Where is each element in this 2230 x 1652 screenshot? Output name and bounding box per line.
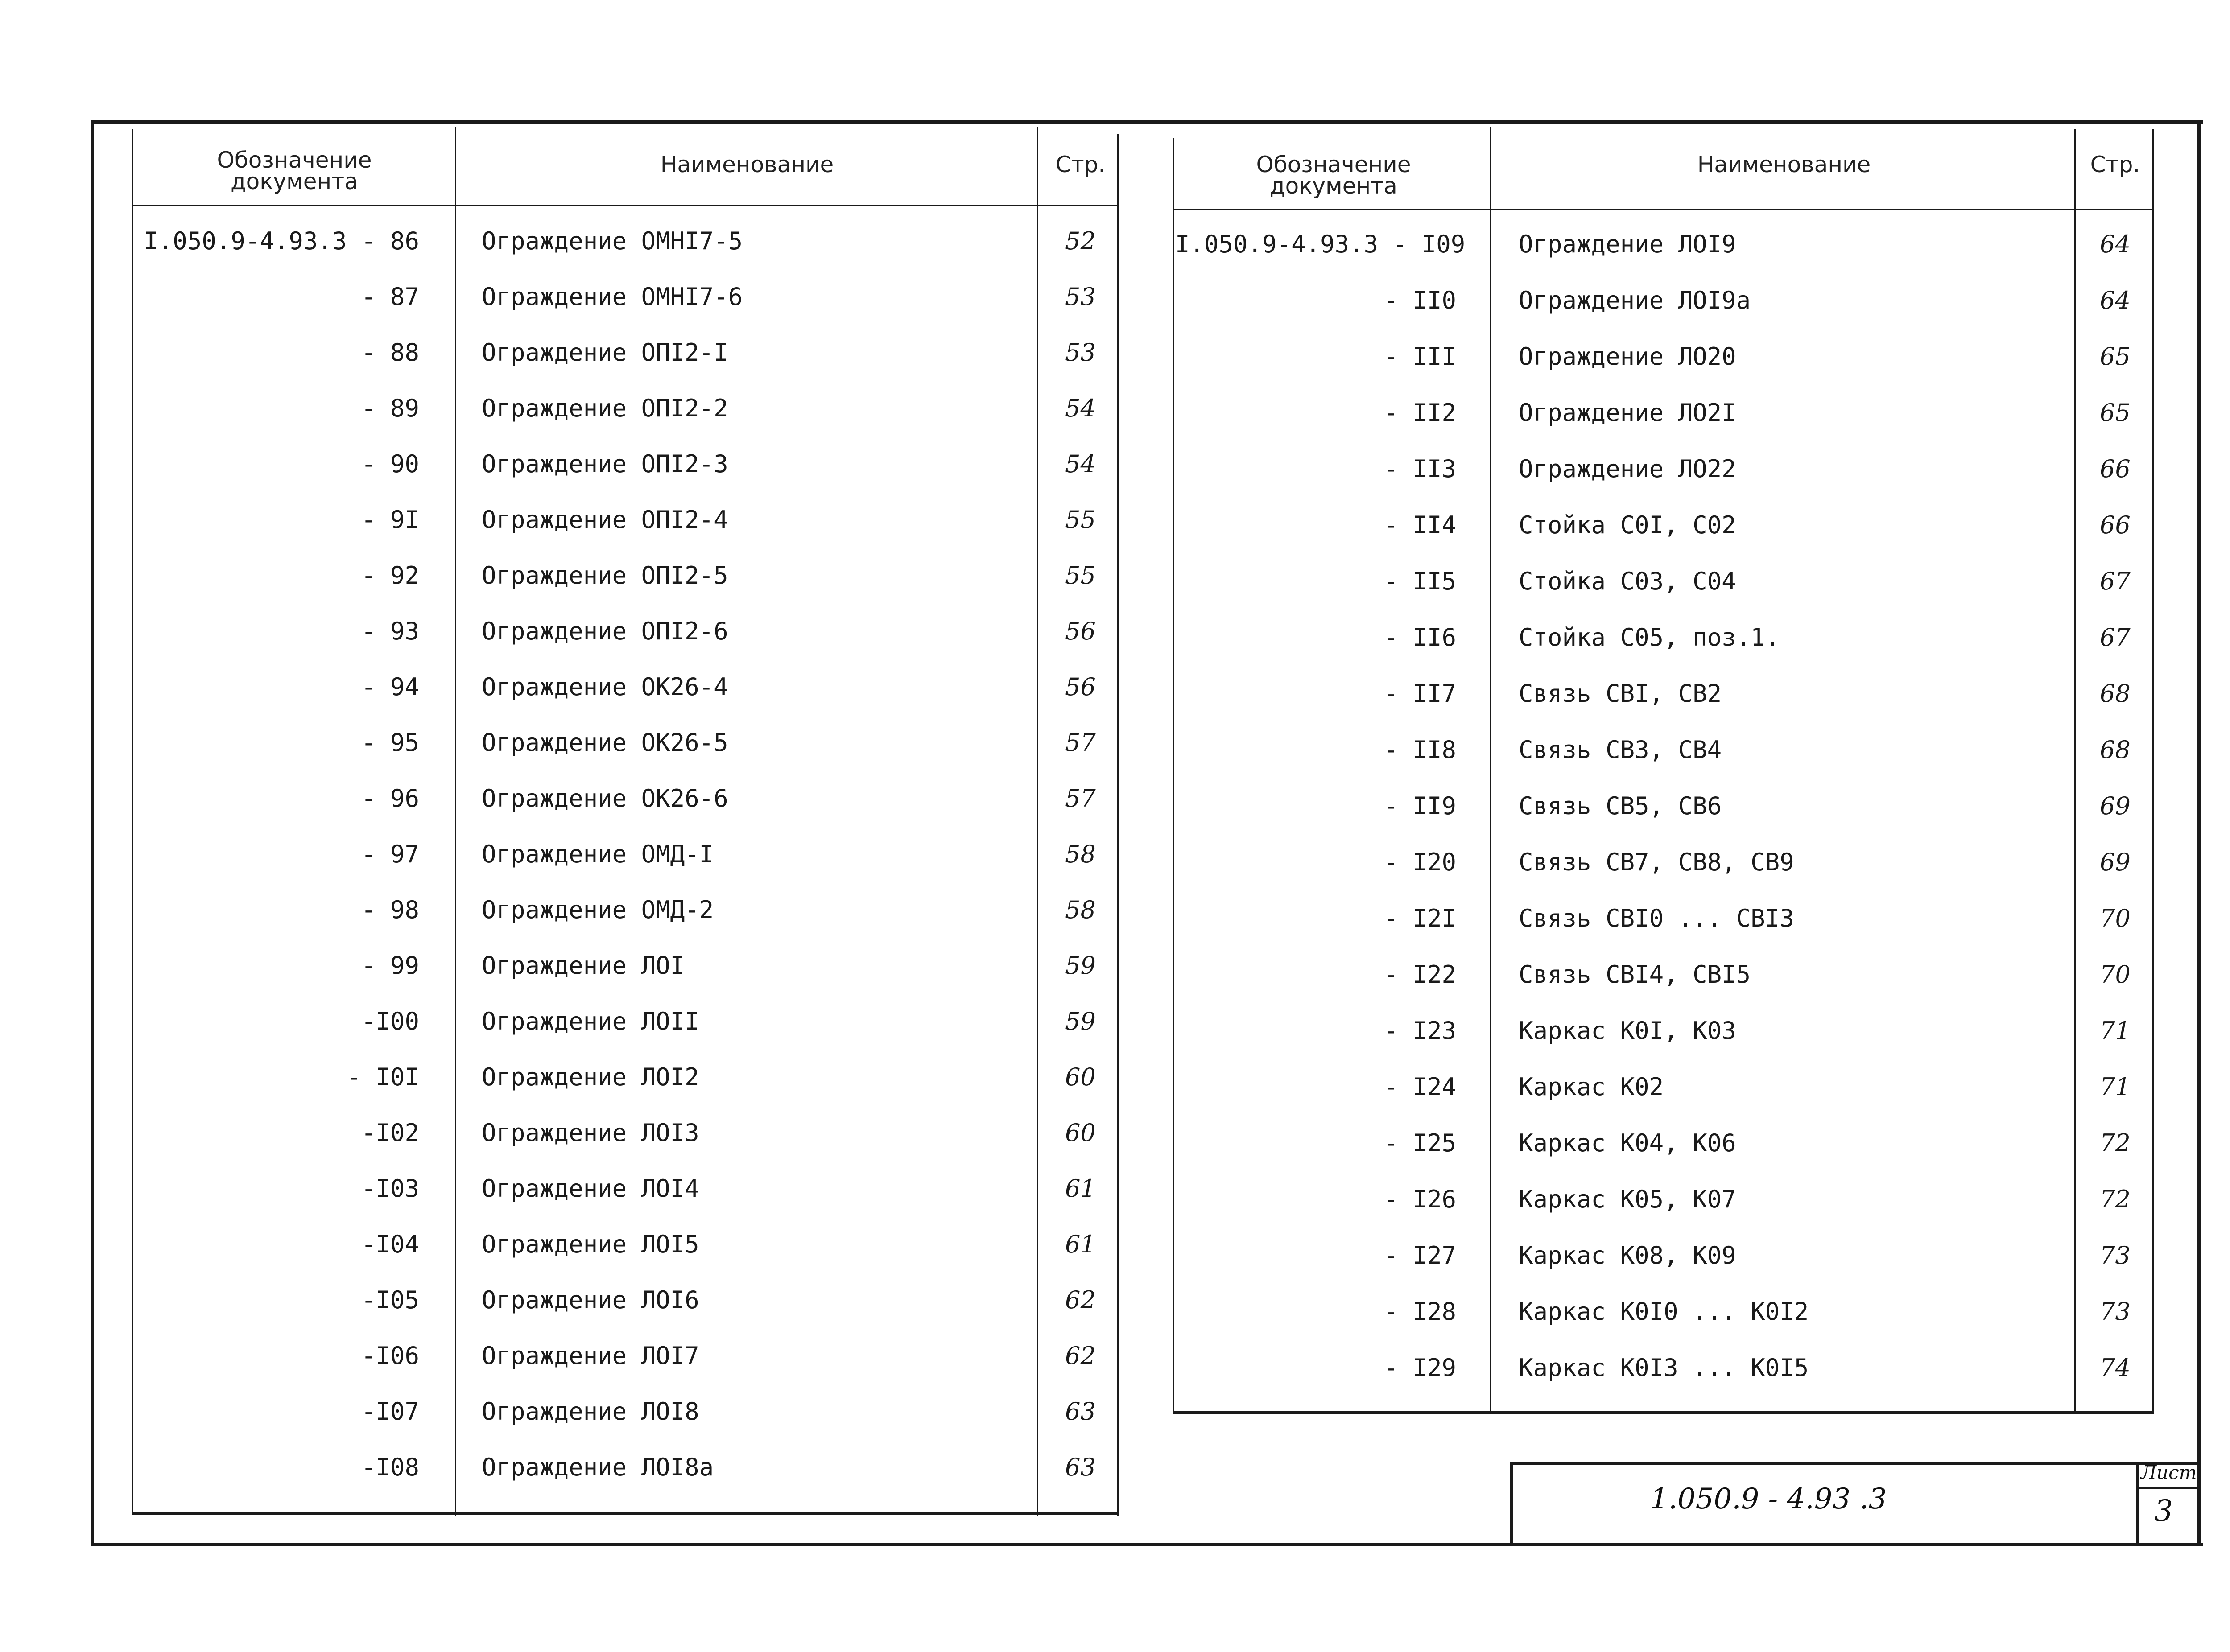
- row-designation: - II0: [1383, 286, 1456, 314]
- table-row: [134, 770, 1122, 826]
- row-name: Ограждение ОК26-6: [482, 784, 728, 812]
- row-page: 74: [2100, 1353, 2131, 1382]
- table-row: [1175, 553, 2154, 609]
- table-row: [134, 1328, 1122, 1384]
- row-name: Каркас К0I, К03: [1519, 1016, 1736, 1045]
- table-row: [134, 1161, 1122, 1216]
- row-designation: - 97: [361, 840, 419, 868]
- row-name: Ограждение ЛОI2: [482, 1063, 699, 1091]
- row-page: 71: [2100, 1016, 2131, 1045]
- table-row: [134, 1105, 1122, 1161]
- row-name: Стойка С05, поз.1.: [1519, 623, 1780, 651]
- table-row: [1175, 384, 2154, 441]
- row-designation: - II8: [1383, 735, 1456, 764]
- right-header-designation: Обозначение документа: [1256, 152, 1411, 199]
- left-header-name: Наименование: [660, 152, 834, 177]
- row-designation: - II5: [1383, 567, 1456, 595]
- table-row: [1175, 216, 2154, 272]
- row-page: 72: [2100, 1129, 2131, 1157]
- row-name: Ограждение ЛОI4: [482, 1174, 699, 1203]
- row-page: 61: [1065, 1230, 1096, 1258]
- row-name: Каркас К05, К07: [1519, 1185, 1736, 1213]
- row-page: 53: [1065, 338, 1096, 367]
- row-page: 63: [1065, 1397, 1096, 1425]
- row-name: Ограждение ЛОI8: [482, 1397, 699, 1425]
- table-row: [1175, 272, 2154, 328]
- row-page: 56: [1065, 673, 1096, 701]
- table-row: [1175, 441, 2154, 497]
- row-name: Ограждение ЛОI: [482, 952, 685, 980]
- row-page: 70: [2100, 904, 2131, 932]
- row-page: 55: [1065, 561, 1096, 589]
- row-designation: - II4: [1383, 511, 1456, 539]
- row-designation: - 88: [361, 338, 419, 367]
- table-row: [1175, 1059, 2154, 1115]
- table-row: [134, 826, 1122, 882]
- row-designation: - I26: [1383, 1185, 1456, 1213]
- row-designation: -I07: [361, 1397, 419, 1425]
- row-page: 62: [1065, 1342, 1096, 1370]
- row-page: 67: [2100, 567, 2131, 595]
- row-page: 60: [1065, 1119, 1096, 1147]
- row-designation: -I02: [361, 1119, 419, 1147]
- row-name: Связь СВI0 ... СВI3: [1519, 904, 1794, 932]
- row-name: Стойка С03, С04: [1519, 567, 1736, 595]
- table-row: [134, 993, 1122, 1049]
- row-name: Ограждение ОМНI7-6: [482, 283, 743, 311]
- row-name: Ограждение ЛОI5: [482, 1230, 699, 1258]
- row-page: 59: [1065, 952, 1096, 980]
- table-row: [134, 436, 1122, 492]
- row-name: Связь СВ5, СВ6: [1519, 791, 1722, 820]
- row-page: 52: [1065, 227, 1096, 255]
- table-row: [134, 1049, 1122, 1105]
- row-designation: - 9I: [361, 506, 419, 534]
- row-name: Ограждение ОПI2-6: [482, 617, 728, 645]
- row-page: 62: [1065, 1286, 1096, 1314]
- table-row: [1175, 665, 2154, 721]
- table-row: [1175, 1227, 2154, 1283]
- table-row: [1175, 834, 2154, 890]
- table-row: [134, 325, 1122, 380]
- row-designation: - I0I: [347, 1063, 419, 1091]
- row-designation: - 90: [361, 450, 419, 478]
- table-row: [134, 1272, 1122, 1328]
- right-header-name: Наименование: [1697, 152, 1871, 177]
- row-designation: - I23: [1383, 1016, 1456, 1045]
- table-row: [134, 1216, 1122, 1272]
- table-row: [1175, 721, 2154, 778]
- row-page: 57: [1065, 729, 1096, 757]
- row-designation: -I08: [361, 1453, 419, 1481]
- row-page: 59: [1065, 1007, 1096, 1035]
- sheet-label: Лист: [2141, 1462, 2197, 1483]
- row-page: 69: [2100, 791, 2131, 820]
- row-name: Ограждение ЛОI8а: [482, 1453, 714, 1481]
- row-page: 55: [1065, 506, 1096, 534]
- row-name: Связь СВI4, СВI5: [1519, 960, 1751, 989]
- table-row: [1175, 328, 2154, 384]
- table-row: [134, 213, 1122, 269]
- row-name: Каркас К08, К09: [1519, 1241, 1736, 1269]
- row-name: Каркас К02: [1519, 1072, 1664, 1101]
- table-row: [1175, 609, 2154, 665]
- row-page: 65: [2100, 342, 2131, 371]
- table-row: [134, 659, 1122, 715]
- row-name: Ограждение ЛОI9а: [1519, 286, 1751, 314]
- table-row: [134, 548, 1122, 603]
- row-name: Ограждение ЛОI6: [482, 1286, 699, 1314]
- row-designation: - I29: [1383, 1353, 1456, 1382]
- row-name: Каркас К0I3 ... К0I5: [1519, 1353, 1809, 1382]
- row-page: 73: [2100, 1241, 2131, 1269]
- row-designation: - 92: [361, 561, 419, 589]
- table-row: [1175, 890, 2154, 946]
- row-designation: -I03: [361, 1174, 419, 1203]
- table-row: [134, 1439, 1122, 1495]
- row-designation: - 98: [361, 896, 419, 924]
- row-name: Ограждение ЛОI3: [482, 1119, 699, 1147]
- row-designation: I.050.9-4.93.3 - 86: [144, 227, 419, 255]
- row-name: Ограждение ЛО2I: [1519, 398, 1736, 427]
- row-designation: -I00: [361, 1007, 419, 1035]
- row-name: Ограждение ОК26-4: [482, 673, 728, 701]
- row-name: Связь СВ3, СВ4: [1519, 735, 1722, 764]
- row-designation: - I28: [1383, 1297, 1456, 1326]
- table-row: [134, 380, 1122, 436]
- row-name: Ограждение ОПI2-2: [482, 394, 728, 422]
- row-name: Ограждение ЛОI7: [482, 1342, 699, 1370]
- row-name: Ограждение ЛОII: [482, 1007, 699, 1035]
- row-page: 63: [1065, 1453, 1096, 1481]
- row-page: 67: [2100, 623, 2131, 651]
- row-designation: -I06: [361, 1342, 419, 1370]
- row-designation: - I27: [1383, 1241, 1456, 1269]
- row-designation: - II2: [1383, 398, 1456, 427]
- row-page: 66: [2100, 511, 2131, 539]
- row-page: 54: [1065, 394, 1096, 422]
- table-row: [134, 269, 1122, 325]
- row-page: 64: [2100, 230, 2131, 258]
- row-page: 57: [1065, 784, 1096, 812]
- row-page: 53: [1065, 283, 1096, 311]
- table-row: [1175, 778, 2154, 834]
- row-designation: - I22: [1383, 960, 1456, 989]
- row-name: Ограждение ОМД-I: [482, 840, 714, 868]
- right-header-page: Стр.: [2090, 152, 2140, 177]
- row-page: 60: [1065, 1063, 1096, 1091]
- row-name: Стойка С0I, С02: [1519, 511, 1736, 539]
- right-rows-table: [1175, 216, 2154, 1396]
- row-name: Ограждение ОМНI7-5: [482, 227, 743, 255]
- document-code: 1.050.9 - 4.93 .3: [1650, 1483, 1887, 1516]
- row-designation: - 87: [361, 283, 419, 311]
- row-name: Связь СВ7, СВ8, СВ9: [1519, 848, 1794, 876]
- row-page: 69: [2100, 848, 2131, 876]
- table-row: [1175, 1283, 2154, 1339]
- left-header-designation: Обозначение документа: [217, 147, 372, 194]
- table-row: [134, 882, 1122, 938]
- row-designation: - III: [1383, 342, 1456, 371]
- table-row: [134, 603, 1122, 659]
- row-name: Ограждение ЛО22: [1519, 454, 1736, 483]
- row-page: 58: [1065, 840, 1096, 868]
- row-designation: - I24: [1383, 1072, 1456, 1101]
- row-designation: I.050.9-4.93.3 - I09: [1175, 230, 1466, 258]
- row-name: Каркас К04, К06: [1519, 1129, 1736, 1157]
- row-name: Ограждение ЛОI9: [1519, 230, 1736, 258]
- row-name: Ограждение ОК26-5: [482, 729, 728, 757]
- row-page: 73: [2100, 1297, 2131, 1326]
- sheet-number: 3: [2154, 1494, 2173, 1528]
- table-row: [1175, 497, 2154, 553]
- row-designation: -I05: [361, 1286, 419, 1314]
- row-designation: - I20: [1383, 848, 1456, 876]
- row-page: 71: [2100, 1072, 2131, 1101]
- left-rows-table: [134, 213, 1122, 1495]
- table-row: [1175, 1339, 2154, 1396]
- row-designation: - I25: [1383, 1129, 1456, 1157]
- row-name: Ограждение ОМД-2: [482, 896, 714, 924]
- table-row: [1175, 1171, 2154, 1227]
- row-name: Ограждение ОПI2-3: [482, 450, 728, 478]
- row-designation: - II3: [1383, 454, 1456, 483]
- row-page: 54: [1065, 450, 1096, 478]
- row-designation: - 95: [361, 729, 419, 757]
- row-name: Ограждение ОПI2-5: [482, 561, 728, 589]
- table-row: [1175, 1115, 2154, 1171]
- table-row: [134, 1384, 1122, 1439]
- row-page: 64: [2100, 286, 2131, 314]
- table-row: [134, 492, 1122, 548]
- table-row: [1175, 946, 2154, 1002]
- row-page: 72: [2100, 1185, 2131, 1213]
- row-page: 56: [1065, 617, 1096, 645]
- table-row: [134, 938, 1122, 993]
- row-designation: - 99: [361, 952, 419, 980]
- row-designation: - II9: [1383, 791, 1456, 820]
- row-page: 61: [1065, 1174, 1096, 1203]
- row-name: Ограждение ОПI2-I: [482, 338, 728, 367]
- row-designation: - 89: [361, 394, 419, 422]
- row-designation: - 96: [361, 784, 419, 812]
- row-designation: - II7: [1383, 679, 1456, 708]
- row-page: 58: [1065, 896, 1096, 924]
- table-row: [134, 715, 1122, 770]
- row-name: Каркас К0I0 ... К0I2: [1519, 1297, 1809, 1326]
- row-designation: - 93: [361, 617, 419, 645]
- row-page: 66: [2100, 454, 2131, 483]
- row-name: Ограждение ОПI2-4: [482, 506, 728, 534]
- row-name: Ограждение ЛО20: [1519, 342, 1736, 371]
- row-name: Связь СВI, СВ2: [1519, 679, 1722, 708]
- row-page: 68: [2100, 679, 2131, 708]
- row-page: 68: [2100, 735, 2131, 764]
- row-designation: - 94: [361, 673, 419, 701]
- row-designation: - II6: [1383, 623, 1456, 651]
- row-page: 65: [2100, 398, 2131, 427]
- table-row: [1175, 1002, 2154, 1059]
- row-designation: -I04: [361, 1230, 419, 1258]
- row-page: 70: [2100, 960, 2131, 989]
- left-header-page: Стр.: [1055, 152, 1106, 177]
- row-designation: - I2I: [1383, 904, 1456, 932]
